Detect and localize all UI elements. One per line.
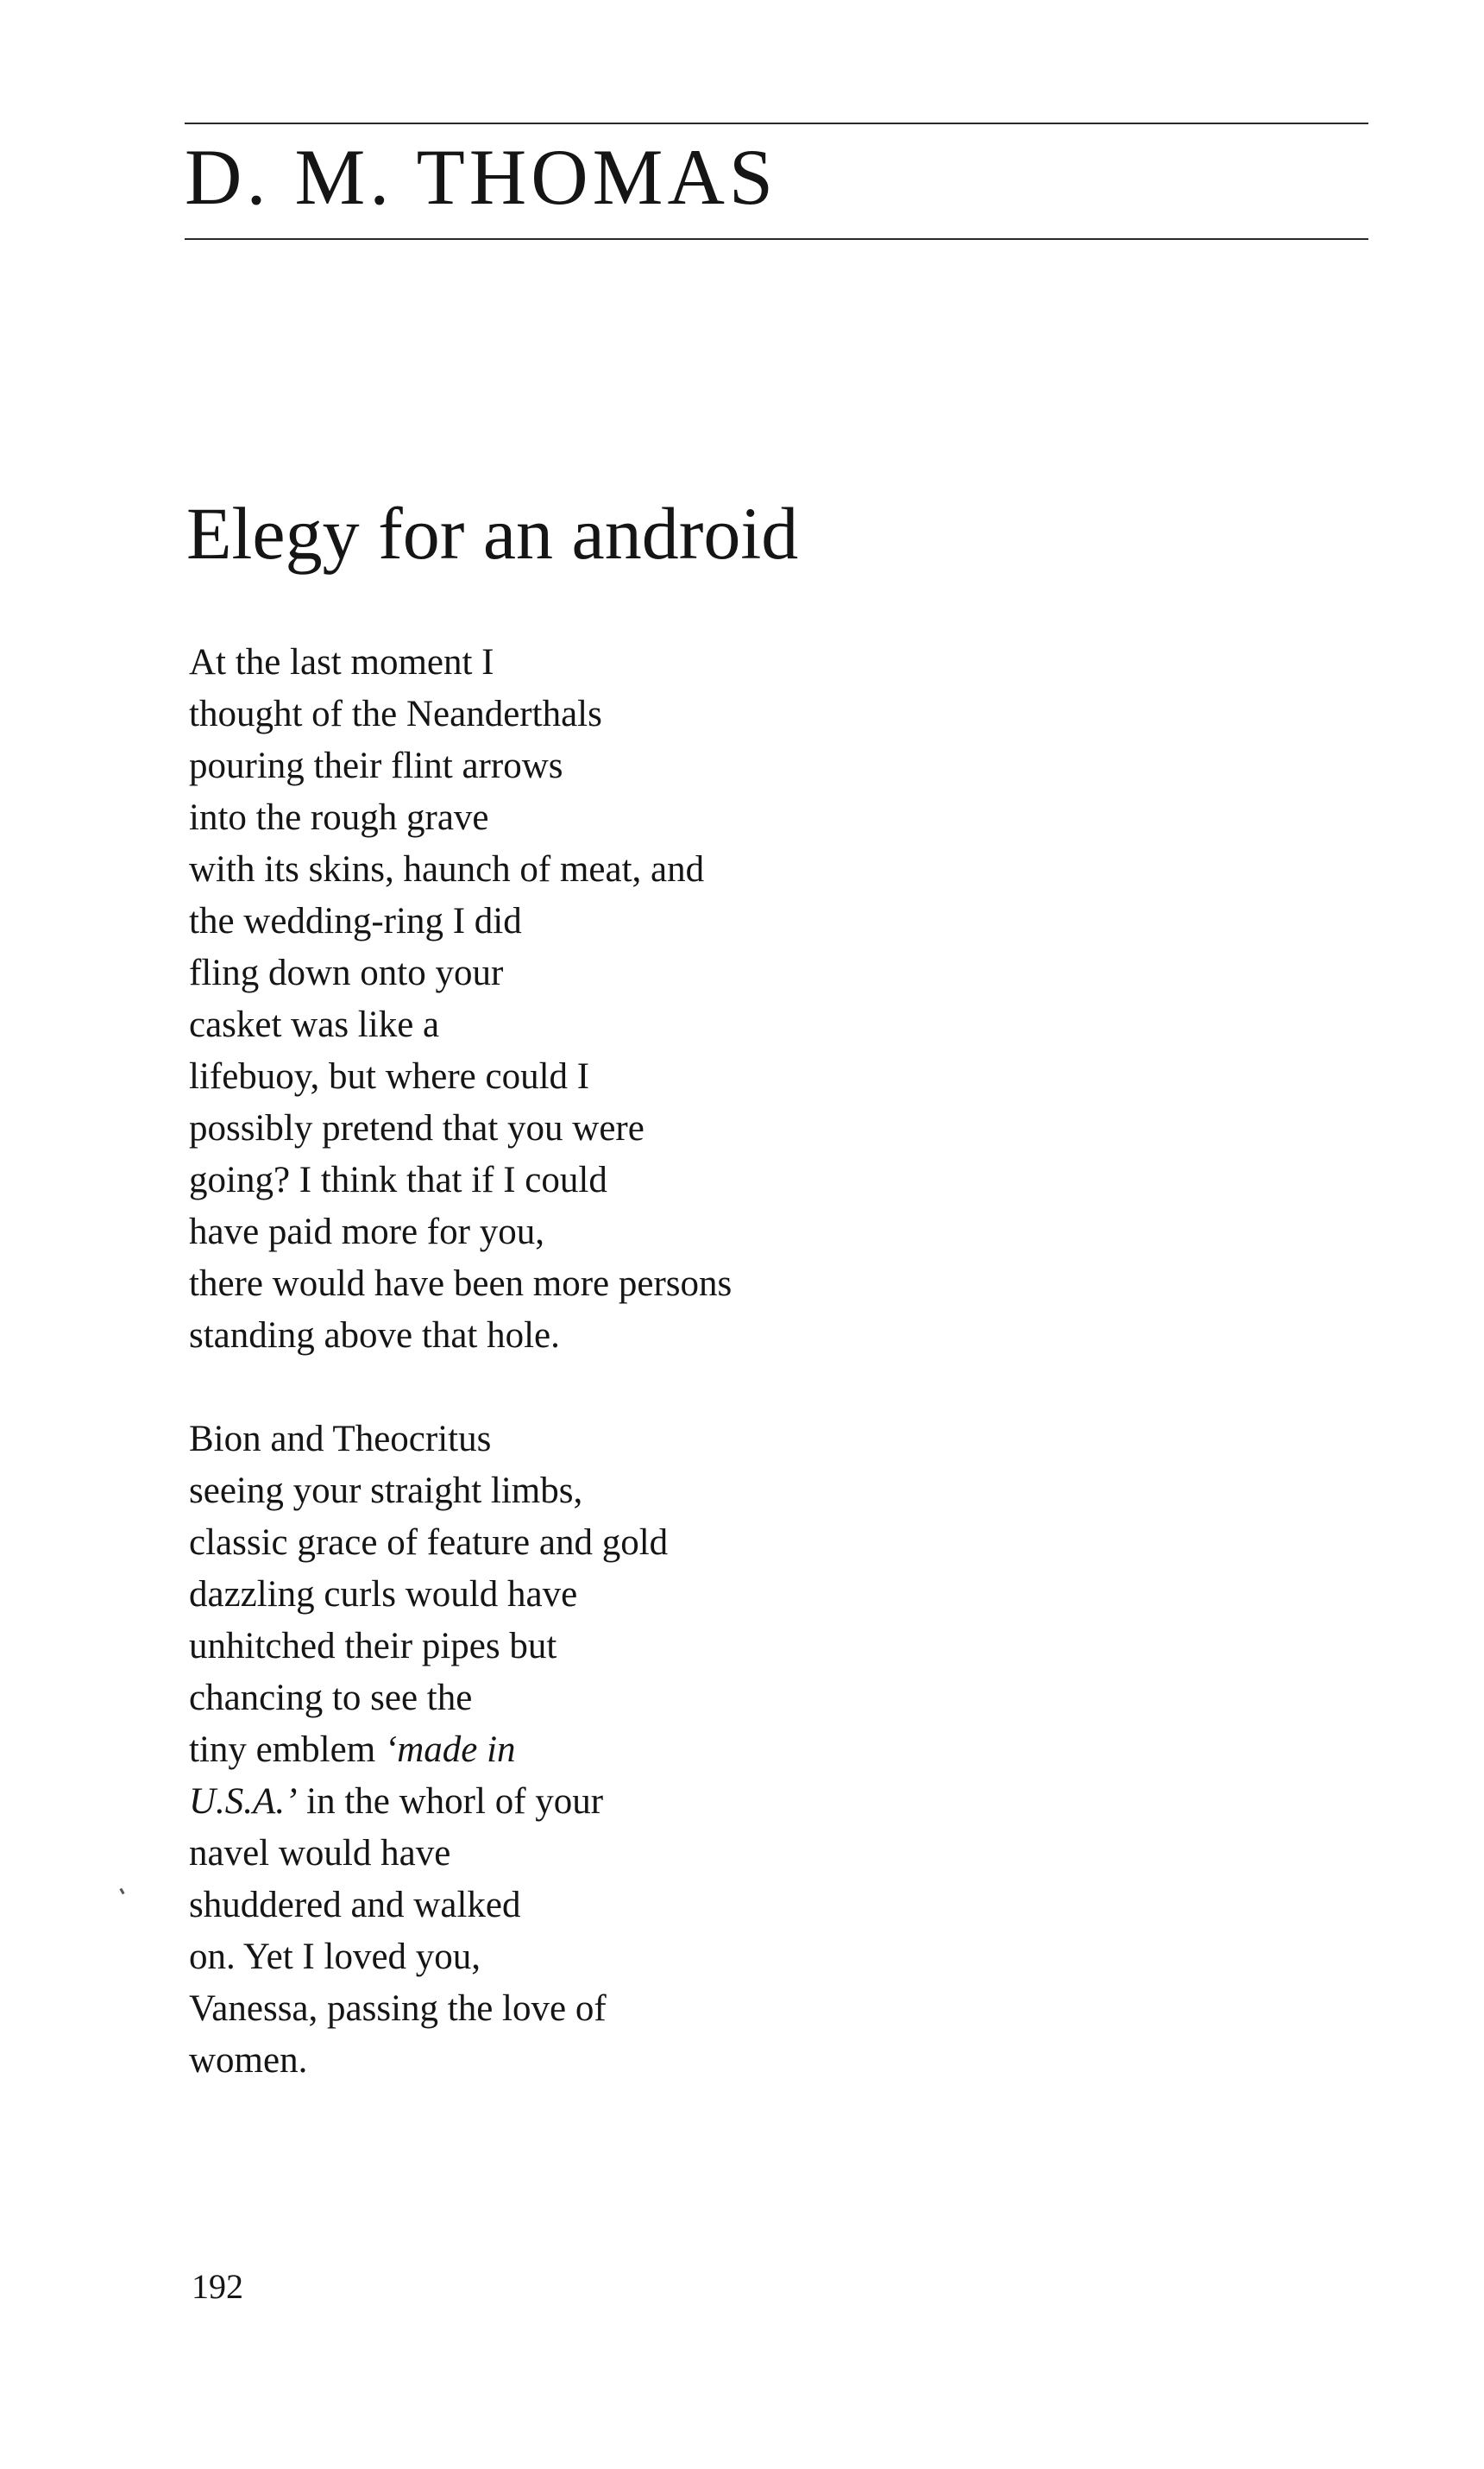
emblem-italic: ‘made in: [384, 1729, 516, 1770]
poem-line: Bion and Theocritus: [189, 1419, 492, 1459]
poem-line: seeing your straight limbs,: [189, 1471, 583, 1511]
poem-line: there would have been more persons: [189, 1263, 733, 1304]
poem-line: At the last moment I: [189, 642, 494, 683]
poem-line: casket was like a: [189, 1005, 440, 1045]
poem-line: shuddered and walked: [189, 1885, 521, 1925]
poem-line: possibly pretend that you were: [189, 1108, 645, 1149]
poem-line: pouring their flint arrows: [189, 746, 563, 786]
poem-line: chancing to see the: [189, 1678, 473, 1718]
header-rule-top: [185, 123, 1368, 124]
poem-line: into the rough grave: [189, 797, 489, 838]
page-number: 192: [192, 2267, 243, 2306]
usa-italic: U.S.A.’: [189, 1781, 298, 1822]
poem-title: Elegy for an android: [186, 492, 799, 575]
poem-line: fling down onto your: [189, 953, 504, 993]
header-rule-bottom: [185, 238, 1368, 240]
poem-line: unhitched their pipes but: [189, 1626, 557, 1666]
stanza-2: [189, 1414, 668, 2087]
poem-line: have paid more for you,: [189, 1212, 544, 1252]
poem-line: classic grace of feature and gold: [189, 1522, 669, 1563]
poem-line: standing above that hole.: [189, 1315, 560, 1356]
poem-line: women.: [189, 2040, 308, 2081]
scan-speck: [119, 1888, 124, 1895]
poem-line: thought of the Neanderthals: [189, 694, 602, 734]
poem-line: going? I think that if I could: [189, 1160, 607, 1200]
emblem-prefix: tiny emblem: [189, 1729, 385, 1770]
poem-line: navel would have: [189, 1833, 451, 1874]
poem-line: on. Yet I loved you,: [189, 1937, 481, 1977]
poem-line-usa: [189, 1776, 668, 1828]
poem-line: Vanessa, passing the love of: [189, 1988, 607, 2029]
poem-line: lifebuoy, but where could I: [189, 1056, 590, 1097]
usa-suffix: in the whorl of your: [297, 1781, 604, 1822]
poem-line-emblem: [189, 1724, 668, 1776]
poem-line: with its skins, haunch of meat, and: [189, 849, 705, 890]
poem-line: the wedding-ring I did: [189, 901, 522, 942]
stanza-1: [189, 637, 732, 1362]
poem-line: dazzling curls would have: [189, 1574, 578, 1615]
author-name: D. M. THOMAS: [185, 133, 778, 221]
